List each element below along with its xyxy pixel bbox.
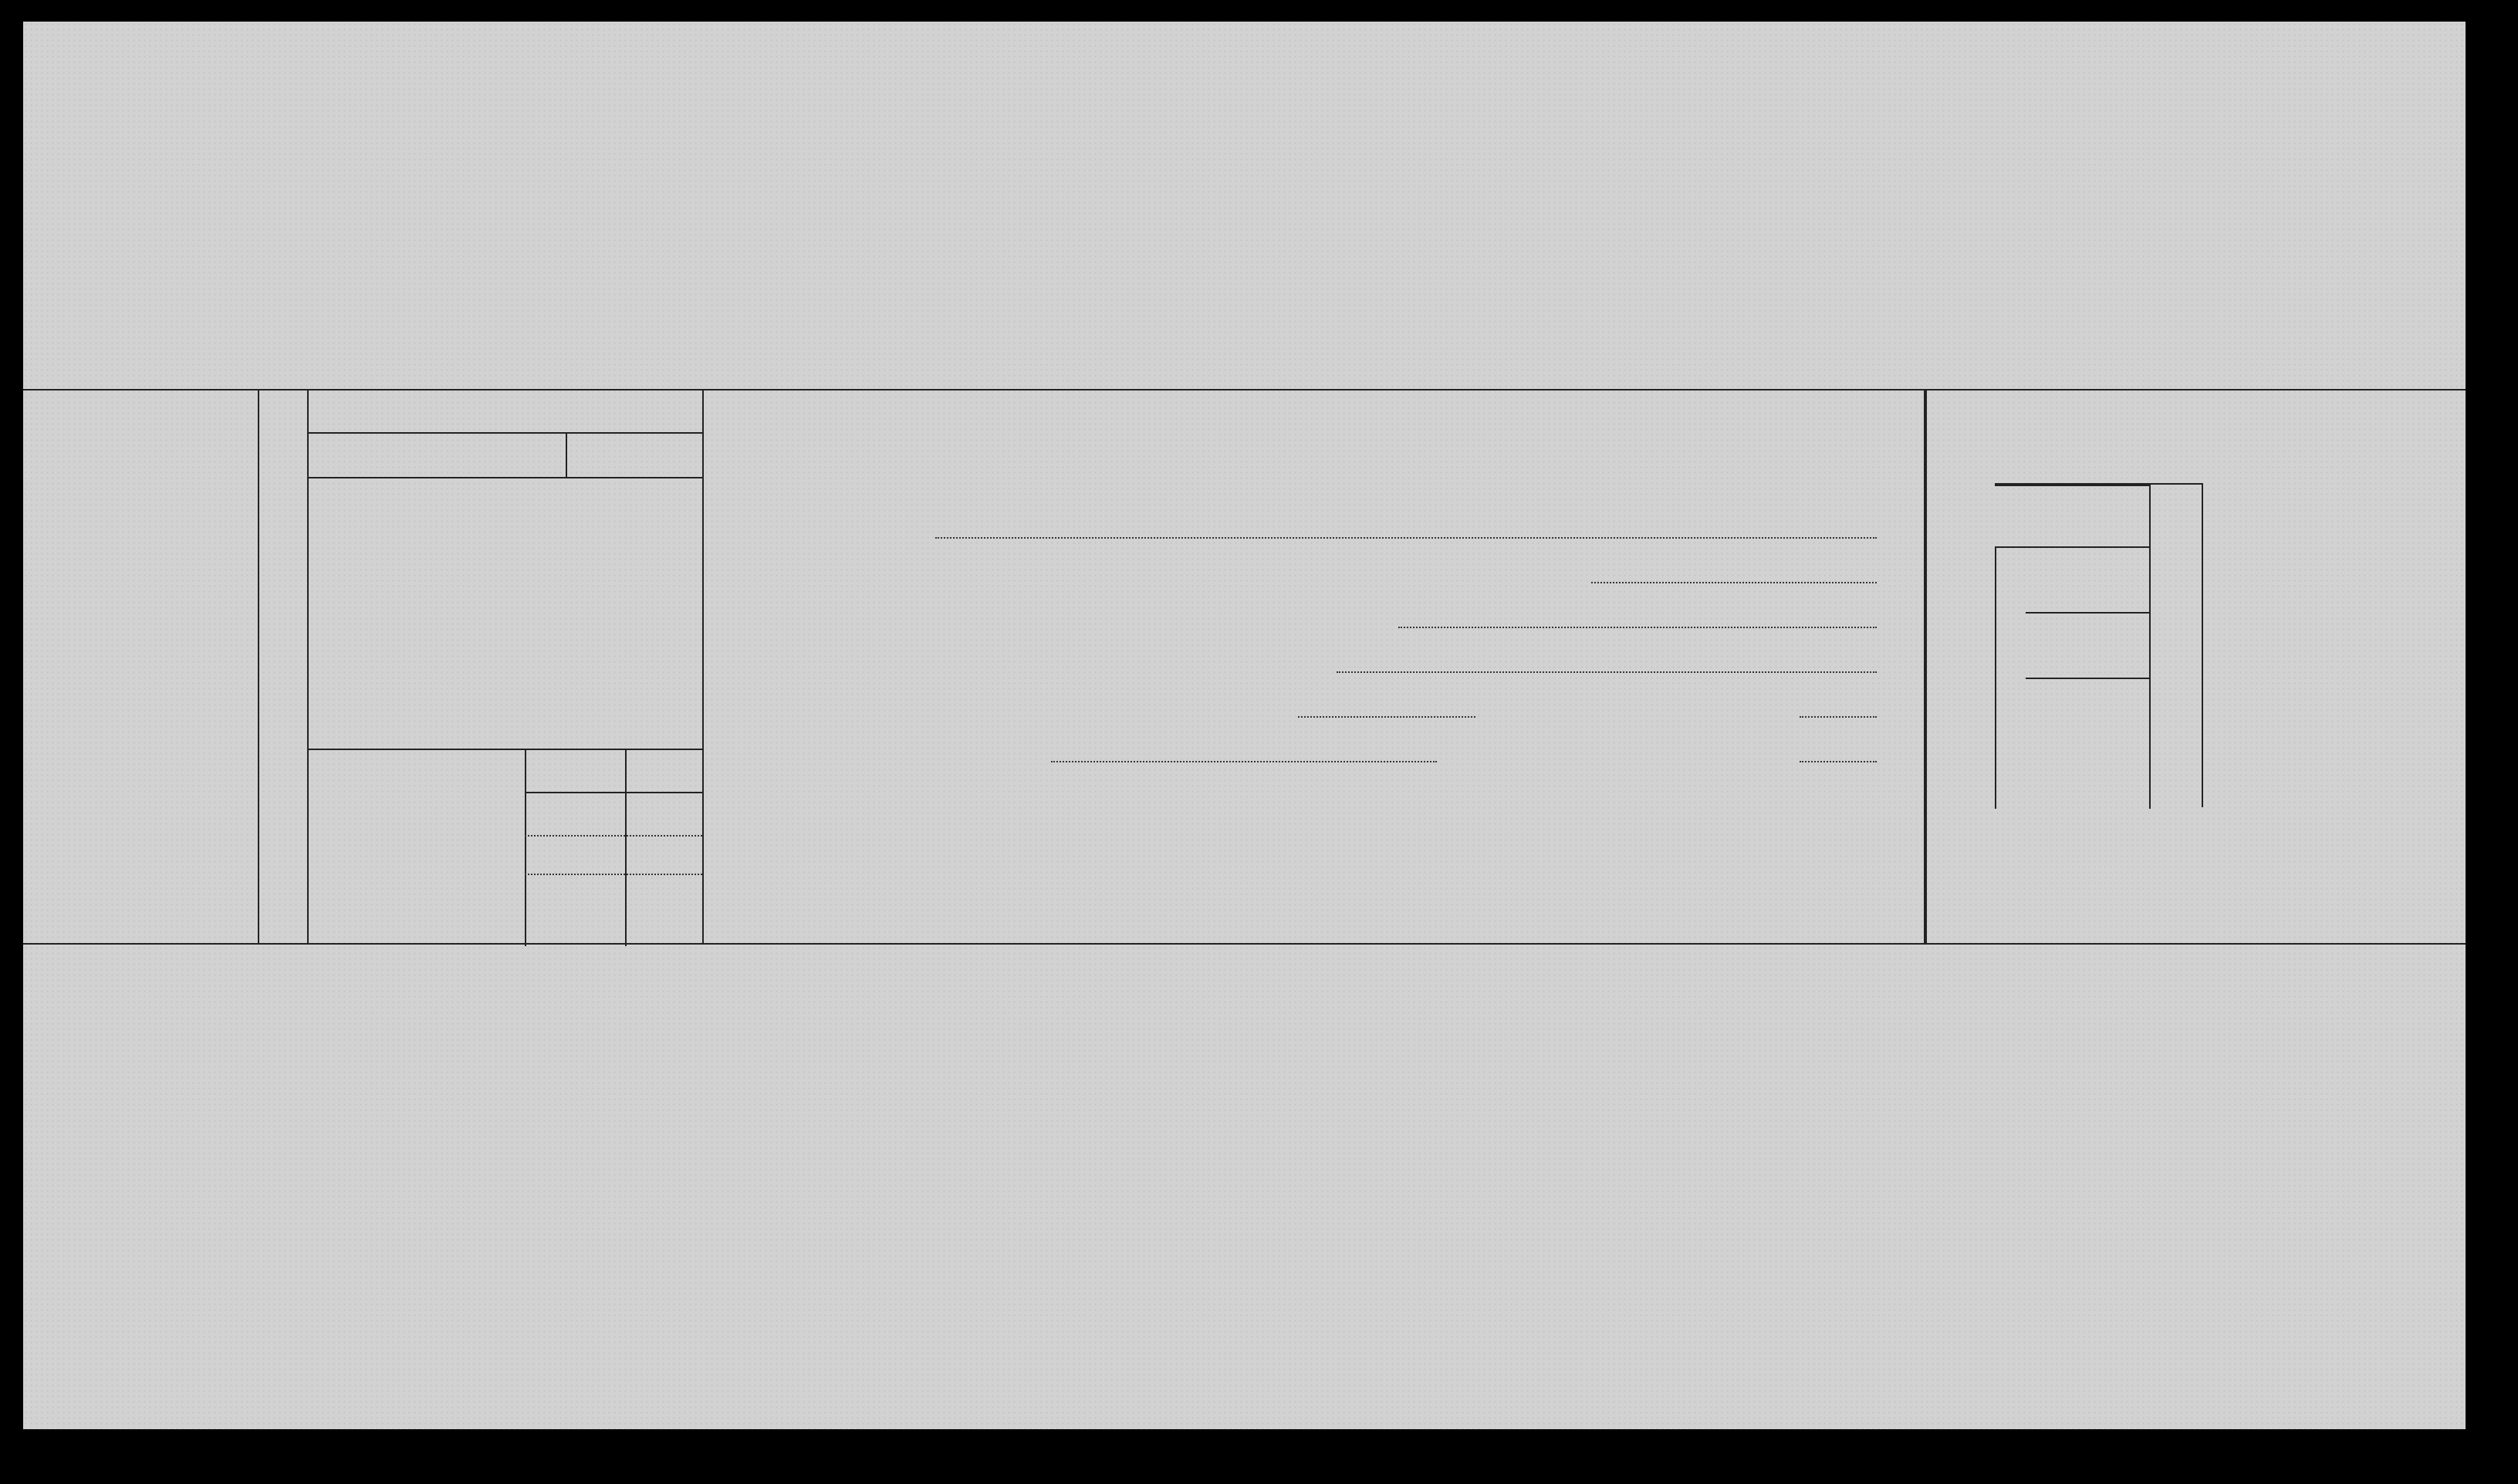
n135 — [2080, 743, 2149, 809]
trade-name-header — [309, 434, 567, 478]
middle-section — [23, 389, 2466, 943]
private-line2-dots — [1591, 582, 1877, 583]
private-line6b-dots — [1800, 761, 1877, 762]
census-card — [23, 22, 2466, 1429]
private-line4-dots — [1337, 671, 1877, 673]
men-label — [1995, 678, 2026, 809]
trade-holdings — [309, 749, 702, 945]
itogo-dush-label — [1995, 485, 2149, 546]
n137 — [2080, 612, 2149, 678]
men-work-age — [2026, 678, 2080, 743]
trade-qty-header — [567, 434, 702, 478]
population-title — [1925, 390, 1995, 945]
hired-workers-block — [134, 390, 258, 945]
top-section — [23, 22, 2466, 389]
trade-rows — [309, 478, 702, 749]
garden-dots — [525, 835, 702, 837]
n136 — [2080, 678, 2149, 743]
population-categories — [2203, 390, 2466, 945]
women-work-age — [2026, 546, 2080, 612]
vineyard-dots — [525, 874, 702, 875]
n139 — [2149, 485, 2203, 546]
desyat-col — [525, 793, 625, 946]
trade-block — [309, 390, 702, 945]
n138 — [2080, 546, 2149, 612]
women-label — [1995, 546, 2026, 678]
korney-col — [625, 793, 702, 946]
trade-title — [309, 390, 702, 434]
private-line6a-dots — [1051, 761, 1437, 762]
hired-workers-title — [258, 390, 309, 945]
sex-grid — [1995, 483, 2203, 807]
bottom-section — [23, 943, 2466, 1429]
private-line5b-dots — [1800, 716, 1877, 718]
private-farms-block — [702, 390, 1925, 945]
sex-values-col — [2149, 546, 2203, 809]
private-line1b-dots — [935, 537, 1877, 539]
women-total — [2026, 612, 2080, 678]
korney-header — [625, 750, 702, 793]
private-line5a-dots — [1298, 716, 1475, 718]
private-line3-dots — [1398, 627, 1877, 628]
population-block — [1925, 390, 2466, 945]
desyat-header — [525, 750, 625, 793]
men-total — [2026, 743, 2080, 809]
